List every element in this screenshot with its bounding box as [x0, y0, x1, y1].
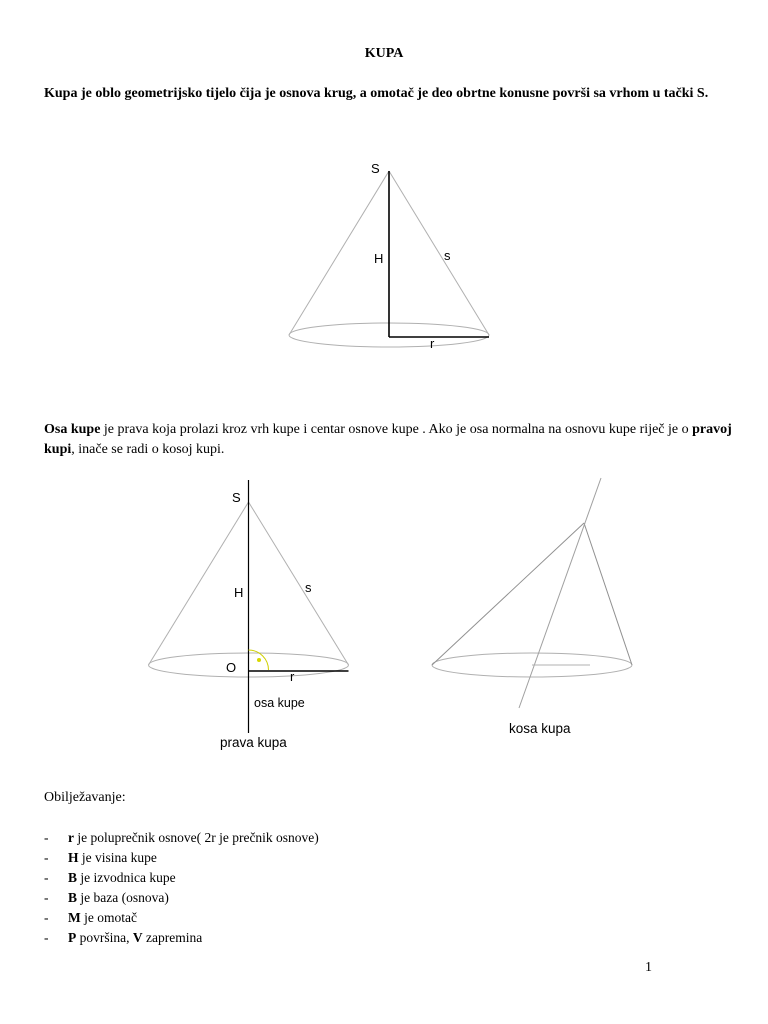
oblique-axis-line [519, 478, 601, 708]
radius-label: r [290, 669, 295, 684]
list-item: - H je visina kupe [44, 850, 157, 865]
right-angle-dot [257, 658, 261, 662]
page-title: KUPA [364, 46, 404, 61]
list-item: - M je omotač [44, 910, 137, 925]
apex-label: S [232, 490, 241, 505]
height-label: H [234, 585, 244, 600]
oblique-cone-diagram [425, 475, 645, 740]
right-cone-caption: prava kupa [220, 735, 287, 750]
term-osa-kupe: Osa kupe [44, 422, 101, 437]
radius-label: r [430, 336, 435, 351]
oblique-cone-caption: kosa kupa [509, 721, 571, 736]
page-number: 1 [645, 960, 652, 975]
list-item: - B je izvodnica kupe [44, 870, 176, 885]
oblique-cone-left-side [432, 523, 584, 665]
oblique-cone-right-side [584, 523, 632, 665]
apex-label: S [371, 161, 380, 176]
list-item: - B je baza (osnova) [44, 890, 169, 905]
notation-list [44, 828, 319, 948]
intro-paragraph: Kupa je oblo geometrijsko tijelo čija je osnova krug, a omotač je deo obrtne konusne površi sa vrhom u tački S. [44, 86, 709, 101]
cone-right-side [389, 171, 489, 335]
center-label: O [226, 660, 237, 675]
cone-diagram [280, 155, 500, 355]
right-cone-left-side [149, 502, 249, 665]
axis-paragraph: Osa kupe je prava koja prolazi kroz vrh kupe i centar osnove kupe . Ako je osa normalna na osnovu kupe riječ je o pravoj kupi, inače se radi o kosoj kupi. [44, 422, 732, 457]
slant-label: s [305, 580, 312, 595]
list-item: - r je poluprečnik osnove( 2r je prečnik osnove) [44, 830, 319, 845]
notation-heading: Obilježavanje: [44, 790, 126, 805]
height-label: H [374, 251, 384, 266]
right-cone-diagram [140, 478, 365, 753]
right-cone-right-side [249, 502, 349, 665]
term-prava-kupa: pravoj kupi [44, 422, 732, 457]
list-item: - P površina, V zapremina [44, 930, 203, 945]
slant-label: s [444, 248, 451, 263]
axis-label: osa kupe [254, 696, 305, 710]
